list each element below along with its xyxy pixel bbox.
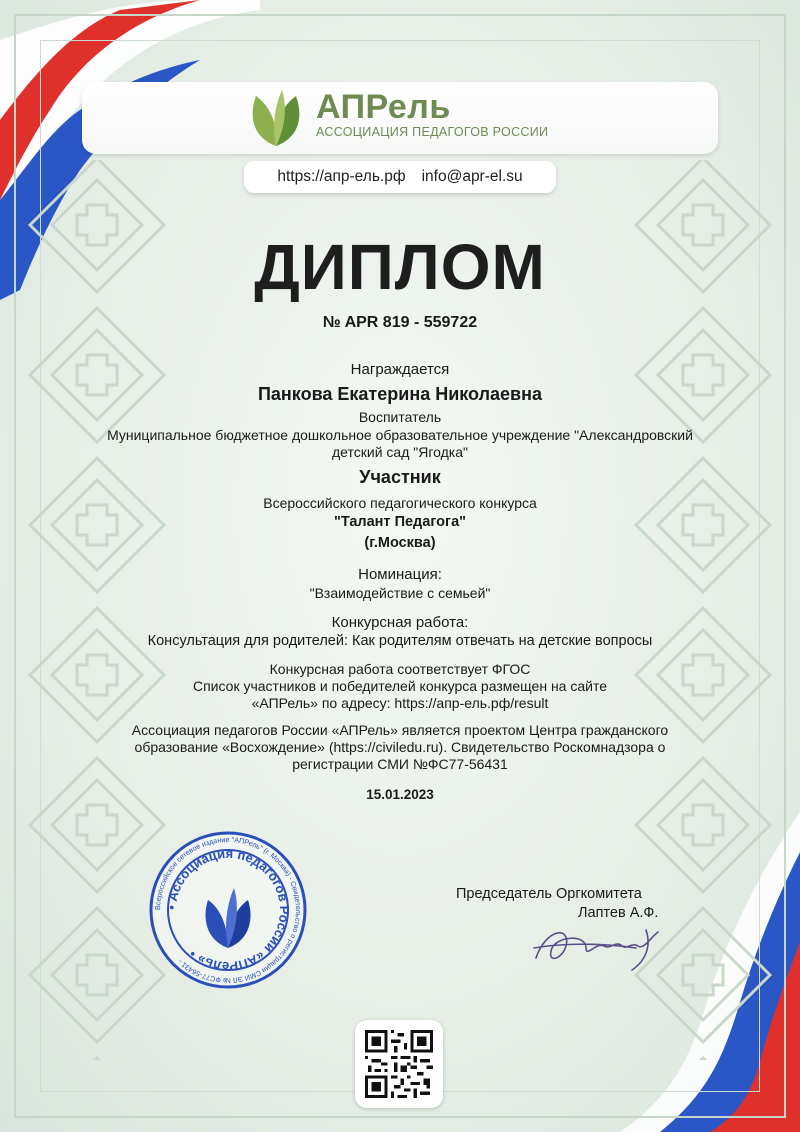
qr-code[interactable]: [355, 1020, 443, 1108]
org-name: АПРель: [316, 88, 451, 126]
signature-name: Лаптев А.Ф.: [578, 905, 659, 921]
results-line-1: Список участников и победителей конкурса размещен на сайте: [192, 678, 607, 694]
org-subtitle: АССОЦИАЦИЯ ПЕДАГОГОВ РОССИИ: [316, 125, 549, 139]
contest-city: (г.Москва): [364, 535, 436, 551]
results-line-2: «АПРель» по адресу: https://апр-ель.рф/result: [251, 695, 549, 711]
about-line-1: Ассоциация педагогов России «АПРель» является проектом Центра гражданского: [131, 722, 669, 738]
handwritten-signature: [526, 918, 676, 978]
fgos-note: Конкурсная работа соответствует ФГОС: [269, 661, 531, 677]
signature-role: Председатель Оргкомитета: [456, 886, 642, 902]
green-leaves-icon: [248, 88, 304, 148]
diploma-number: № APR 819 - 559722: [322, 314, 478, 331]
website-link[interactable]: https://апр-ель.рф: [277, 168, 406, 185]
association-seal: [148, 830, 308, 990]
recipient-position: Воспитатель: [358, 409, 442, 425]
contest-name: "Талант Педагога": [333, 514, 467, 530]
about-line-3: регистрации СМИ №ФС77-56431: [292, 756, 508, 772]
awarded-label: Награждается: [350, 361, 450, 378]
seal-outer-text: Всероссийское сетевое издание "АПРель" (г. Москва) - Свидетельство о регистрации СМИ ЭЛ № ФС77-56431 -: [152, 834, 304, 986]
seal-inner-text: • Ассоциация педагогов России «АПРель» •: [163, 845, 293, 975]
institution-line-1: Муниципальное бюджетное дошкольное образовательное учреждение "Александровский: [107, 427, 693, 443]
contest-type: Всероссийского педагогического конкурса: [263, 495, 537, 511]
recipient-name: Панкова Екатерина Николаевна: [257, 384, 542, 404]
participant-status: Участник: [359, 467, 441, 487]
qr-code-icon: [365, 1030, 433, 1098]
institution-line-2: детский сад "Ягодка": [332, 444, 468, 460]
contact-pill: [244, 161, 556, 193]
work-label: Конкурсная работа:: [331, 614, 469, 631]
diploma-title: ДИПЛОМ: [254, 231, 546, 303]
issue-date: 15.01.2023: [366, 787, 434, 802]
email-link[interactable]: info@apr-el.su: [421, 168, 523, 185]
nomination-label: Номинация:: [358, 566, 442, 583]
nomination-value: "Взаимодействие с семьей": [309, 585, 491, 601]
work-title: Консультация для родителей: Как родителям отвечать на детские вопросы: [147, 633, 653, 649]
about-line-2: образование «Восхождение» (https://civiledu.ru). Свидетельство Роскомнадзора о: [134, 739, 666, 755]
